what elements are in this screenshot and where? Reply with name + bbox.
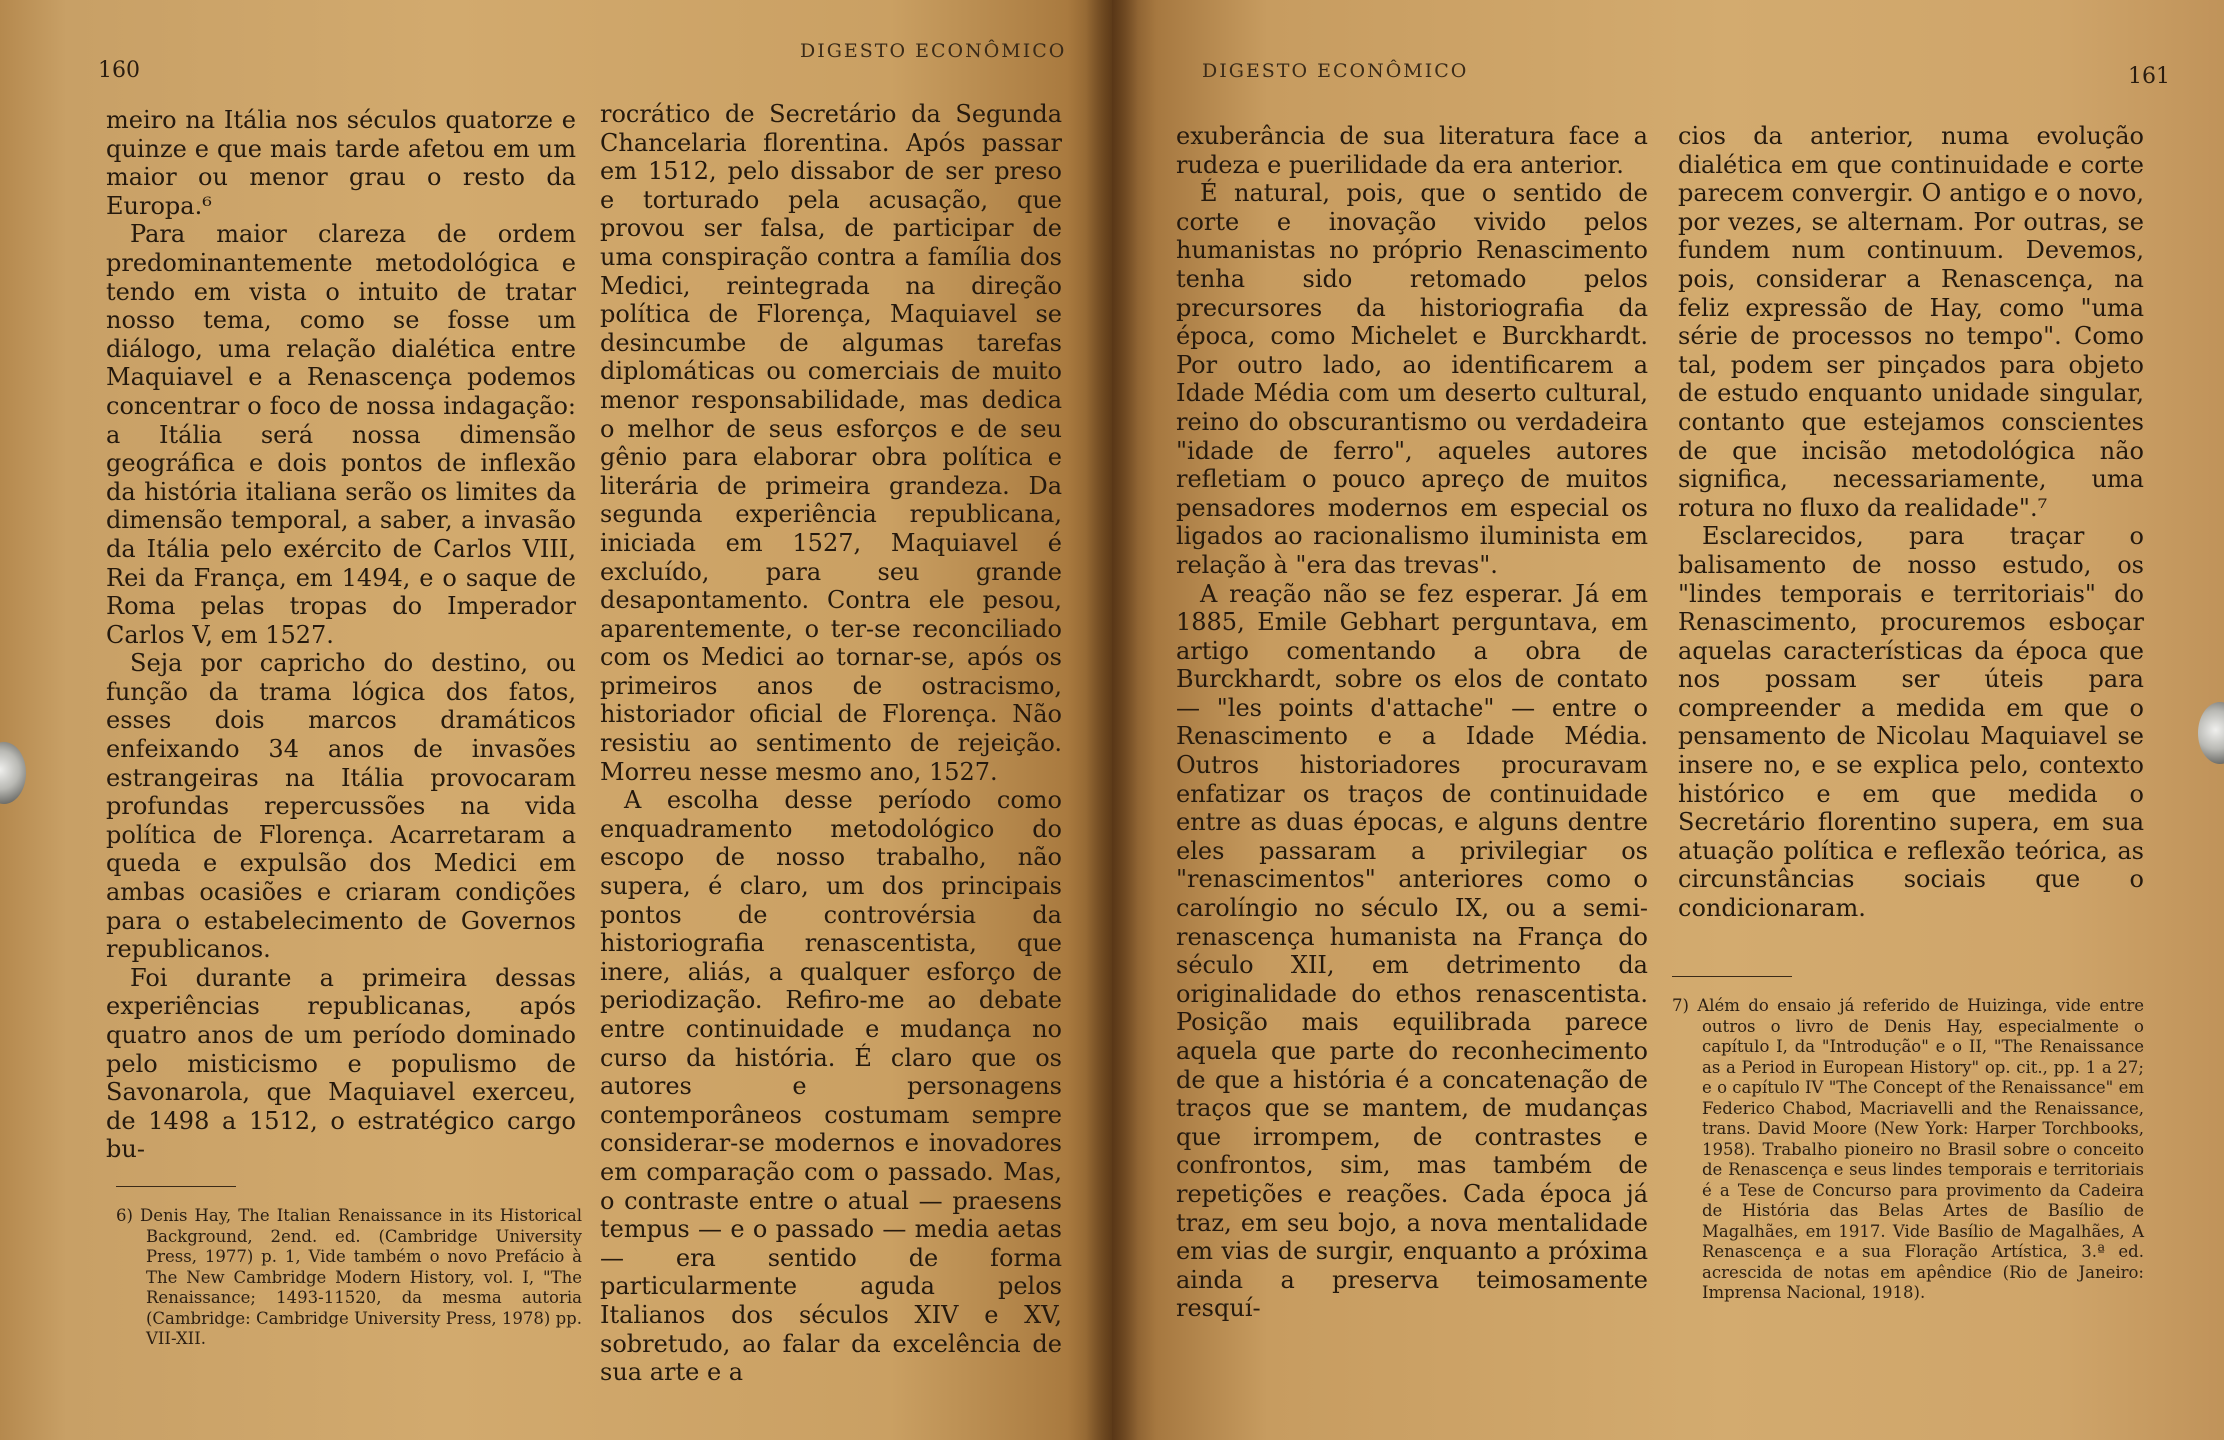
paragraph: meiro na Itália nos séculos quatorze e quinze e que mais tarde afetou em um maior ou menor grau o resto da Europa.⁶ <box>106 106 576 220</box>
left-column-2 <box>600 100 1062 1387</box>
paragraph: Foi durante a primeira dessas experiências republicanas, após quatro anos de um período dominado pelo misticismo e populismo de Savonarola, que Maquiavel exerceu, de 1498 a 1512, o estratégico cargo bu- <box>106 963 576 1164</box>
running-header-right: DIGESTO ECONÔMICO <box>1202 60 1469 82</box>
right-page <box>1112 0 2224 1440</box>
paragraph: rocrático de Secretário da Segunda Chancelaria florentina. Após passar em 1512, pelo dissabor de ser preso e torturado pela acusação, que provou ser falsa, de participar de uma conspiração contra a família dos Medici, reintegrada na direção política de Florença, Maquiavel se desincumbe de algumas tarefas diplomáticas ou comerciais de muito menor responsabilidade, mas dedica o melhor de seus esforços e de seu gênio para elaborar obra política e literária de primeira grandeza. Da segunda experiência republicana, iniciada em 1527, Maquiavel é excluído, para seu grande desapontamento. Contra ele pesou, aparentemente, o ter-se reconciliado com os Medici ao tornar-se, após os primeiros anos de ostracismo, historiador oficial de Florença. Não resistiu ao sentimento de rejeição. Morreu nesse mesmo ano, 1527. <box>600 100 1062 786</box>
gutter <box>1086 0 1138 1440</box>
right-column-1 <box>1176 122 1648 1323</box>
footnote-rule <box>116 1186 236 1187</box>
footnote-6: 6) Denis Hay, The Italian Renaissance in its Historical Background, 2end. ed. (Cambridge University Press, 1977) p. 1, Vide também o novo Prefácio à The New Cambridge Modern History, vol. I, "The Renaissance; 1493-11520, da mesma autoria (Cambridge: Cambridge University Press, 1978) pp. VII-XII. <box>116 1206 582 1348</box>
paragraph: exuberância de sua literatura face a rudeza e puerilidade da era anterior. <box>1176 122 1648 179</box>
page-number-left: 160 <box>98 58 140 83</box>
paragraph: Para maior clareza de ordem predominantemente metodológica e tendo em vista o intuito de tratar nosso tema, como se fosse um diálogo, uma relação dialética entre Maquiavel e a Renascença podemos concentrar o foco de nossa indagação: a Itália será nossa dimensão geográfica e dois pontos de inflexão da história italiana serão os limites da dimensão temporal, a saber, a invasão da Itália pelo exército de Carlos VIII, Rei da França, em 1494, e o saque de Roma pelas tropas do Imperador Carlos V, em 1527. <box>106 220 576 649</box>
running-header-left: DIGESTO ECONÔMICO <box>800 40 1067 62</box>
paragraph: É natural, pois, que o sentido de corte e inovação vivido pelos humanistas no próprio Renascimento tenha sido retomado pelos precursores da historiografia da época, como Michelet e Burckhardt. Por outro lado, ao identificarem a Idade Média com um deserto cultural, reino do obscurantismo ou verdadeira "idade de ferro", aqueles autores refletiam o pouco apreço de muitos pensadores modernos em especial os ligados ao racionalismo iluminista em relação à "era das trevas". <box>1176 179 1648 579</box>
left-column-1 <box>106 106 576 1164</box>
page-number-right: 161 <box>2128 64 2170 89</box>
footnote-rule <box>1672 976 1792 977</box>
paragraph: Seja por capricho do destino, ou função da trama lógica dos fatos, esses dois marcos dramáticos enfeixando 34 anos de invasões estrangeiras na Itália provocaram profundas repercussões na vida política de Florença. Acarretaram a queda e expulsão dos Medici em ambas ocasiões e criaram condições para o estabelecimento de Governos republicanos. <box>106 649 576 964</box>
binding-hole <box>0 742 26 804</box>
binding-hole <box>2198 702 2224 764</box>
footnote-7: 7) Além do ensaio já referido de Huizinga, vide entre outros o livro de Denis Hay, especialmente o capítulo I, da "Introdução" e o II, "The Renaissance as a Period in European History" op. cit., pp. 1 a 27; e o capítulo IV "The Concept of the Renaissance" em Federico Chabod, Macriavelli and the Renaissance, trans. David Moore (New York: Harper Torchbooks, 1958). Trabalho pioneiro no Brasil sobre o conceito de Renascença e seus lindes temporais e territoriais é a Tese de Concurso para provimento da Cadeira de História das Belas Artes de Basílio de Magalhães, em 1917. Vide Basílio de Magalhães, A Renascença e a sua Floração Artística, 3.ª ed. acrescida de notas em apêndice (Rio de Janeiro: Imprensa Nacional, 1918). <box>1672 996 2144 1302</box>
paragraph: A reação não se fez esperar. Já em 1885, Emile Gebhart perguntava, em artigo comentando a obra de Burckhardt, sobre os elos de contato — "les points d'attache" — entre o Renascimento e a Idade Média. Outros historiadores procuravam enfatizar os traços de continuidade entre as duas épocas, e alguns dentre eles passaram a privilegiar os "renascimentos" anteriores como o carolíngio no século IX, ou a semi-renascença humanista na França do século XII, em detrimento da originalidade do ethos renascentista. Posição mais equilibrada parece aquela que parte do reconhecimento de que a história é a concatenação de traços que se mantem, de mudanças que irrompem, de contrastes e confrontos, sim, mas também de repetições e reações. Cada época já traz, em seu bojo, a nova mentalidade em vias de surgir, enquanto a próxima ainda a preserva teimosamente resquí- <box>1176 579 1648 1323</box>
paragraph: Esclarecidos, para traçar o balisamento de nosso estudo, os "lindes temporais e territoriais" do Renascimento, procuremos esboçar aquelas características da época que nos possam ser úteis para compreender a medida em que o pensamento de Nicolau Maquiavel se insere no, e se explica pelo, contexto histórico e em que medida o Secretário florentino supera, em sua atuação política e reflexão teórica, as circunstâncias sociais que o condicionaram. <box>1678 522 2144 923</box>
paragraph: A escolha desse período como enquadramento metodológico do escopo de nosso trabalho, não supera, é claro, um dos principais pontos de controvérsia da historiografia renascentista, que inere, aliás, a qualquer esforço de periodização. Refiro-me ao debate entre continuidade e mudança no curso da história. É claro que os autores e personagens contemporâneos costumam sempre considerar-se modernos e inovadores em comparação com o passado. Mas, o contraste entre o atual — praesens tempus — e o passado — media aetas — era sentido de forma particularmente aguda pelos Italianos dos séculos XIV e XV, sobretudo, ao falar da excelência de sua arte e a <box>600 786 1062 1387</box>
right-column-2 <box>1678 122 2144 923</box>
paragraph: cios da anterior, numa evolução dialética em que continuidade e corte parecem convergir. O antigo e o novo, por vezes, se alternam. Por outras, se fundem num continuum. Devemos, pois, considerar a Renascença, na feliz expressão de Hay, como "uma série de processos no tempo". Como tal, podem ser pinçados para objeto de estudo enquanto unidade singular, contanto que estejamos conscientes de que incisão metodológica não significa, necessariamente, uma rotura no fluxo da realidade".⁷ <box>1678 122 2144 522</box>
